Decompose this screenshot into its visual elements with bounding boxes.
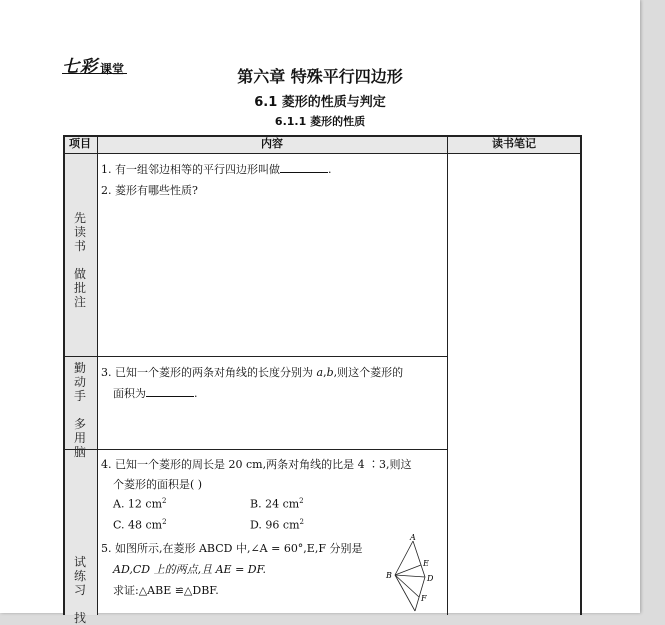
question-3-area: 面积为 xyxy=(113,387,146,400)
option-c-text: C. 48 cm xyxy=(113,518,163,532)
segment-bf xyxy=(395,575,419,597)
question-4-line-2: 个菱形的面积是( ) xyxy=(113,478,203,491)
var-b: b xyxy=(326,366,334,379)
edge-bc xyxy=(395,575,415,611)
row-divider-1 xyxy=(63,356,447,357)
option-b-sup: 2 xyxy=(299,497,304,505)
question-4-line-1: 4. 已知一个菱形的周长是 20 cm,两条对角线的比是 4 ∶3,则这 xyxy=(101,458,412,471)
question-3-end: . xyxy=(194,387,198,400)
option-d-text: D. 96 cm xyxy=(250,518,300,532)
section-title: 6.1 菱形的性质与判定 xyxy=(254,95,386,110)
study-table xyxy=(63,135,581,625)
question-3-line-1 xyxy=(101,364,403,380)
question-1 xyxy=(101,161,332,177)
option-a xyxy=(113,497,167,511)
var-a: a xyxy=(316,366,324,379)
question-3-rest: ,则这个菱形的 xyxy=(333,366,404,379)
option-d-sup: 2 xyxy=(299,518,304,526)
edge-ab xyxy=(395,541,413,575)
chapter-title: 第六章 特殊平行四边形 xyxy=(237,67,403,86)
question-5-line-3: 求证:△ABE ≌△DBF. xyxy=(113,584,219,597)
label-b: B xyxy=(386,571,392,580)
option-d xyxy=(250,518,304,532)
option-c-sup: 2 xyxy=(162,518,167,526)
row-label-read: 先 读 书 做 批 注 xyxy=(73,211,86,309)
rhombus-figure xyxy=(383,533,438,615)
option-c xyxy=(113,518,167,532)
segment-be xyxy=(395,565,421,575)
row-divider-2 xyxy=(63,449,447,450)
diagonal-bd xyxy=(395,575,425,577)
option-b-text: B. 24 cm xyxy=(250,497,300,511)
question-2: 2. 菱形有哪些性质? xyxy=(101,184,198,197)
option-a-sup: 2 xyxy=(162,497,167,505)
question-3-text: 3. 已知一个菱形的两条对角线的长度分别为 xyxy=(101,366,313,379)
table-top-border xyxy=(63,135,581,137)
question-5-line-2: AD,CD 上的两点,且 AE = DF. xyxy=(113,563,267,576)
brand-suffix: 课堂 xyxy=(100,62,125,76)
notes-column-divider xyxy=(447,135,448,615)
label-d: D xyxy=(427,574,434,583)
comma: , xyxy=(323,366,327,379)
header-content: 内容 xyxy=(261,137,283,150)
question-1-text: 1. 有一组邻边相等的平行四边形叫做 xyxy=(101,163,280,176)
question-3-line-2 xyxy=(113,385,198,401)
brand-name: 七彩 xyxy=(62,57,98,77)
option-a-text: A. 12 cm xyxy=(113,497,163,511)
label-a: A xyxy=(410,533,416,542)
question-1-end: . xyxy=(328,163,332,176)
question-5-line-1: 5. 如图所示,在菱形 ABCD 中,∠A = 60°,E,F 分别是 xyxy=(101,542,363,555)
table-right-border xyxy=(580,135,582,615)
answer-blank-1 xyxy=(280,162,328,173)
header-item: 项目 xyxy=(69,137,91,150)
label-e: E xyxy=(423,559,429,568)
row-label-practice: 勤 动 手 多 用 脑 xyxy=(73,361,86,459)
header-divider xyxy=(63,153,581,154)
answer-blank-3 xyxy=(146,386,194,397)
label-column-divider xyxy=(97,135,98,615)
label-f: F xyxy=(421,594,427,603)
option-b xyxy=(250,497,304,511)
subsection-title: 6.1.1 菱形的性质 xyxy=(274,115,366,128)
header-notes: 读书笔记 xyxy=(492,137,536,150)
row-label-exercise: 试 练 习 找 xyxy=(73,555,86,625)
